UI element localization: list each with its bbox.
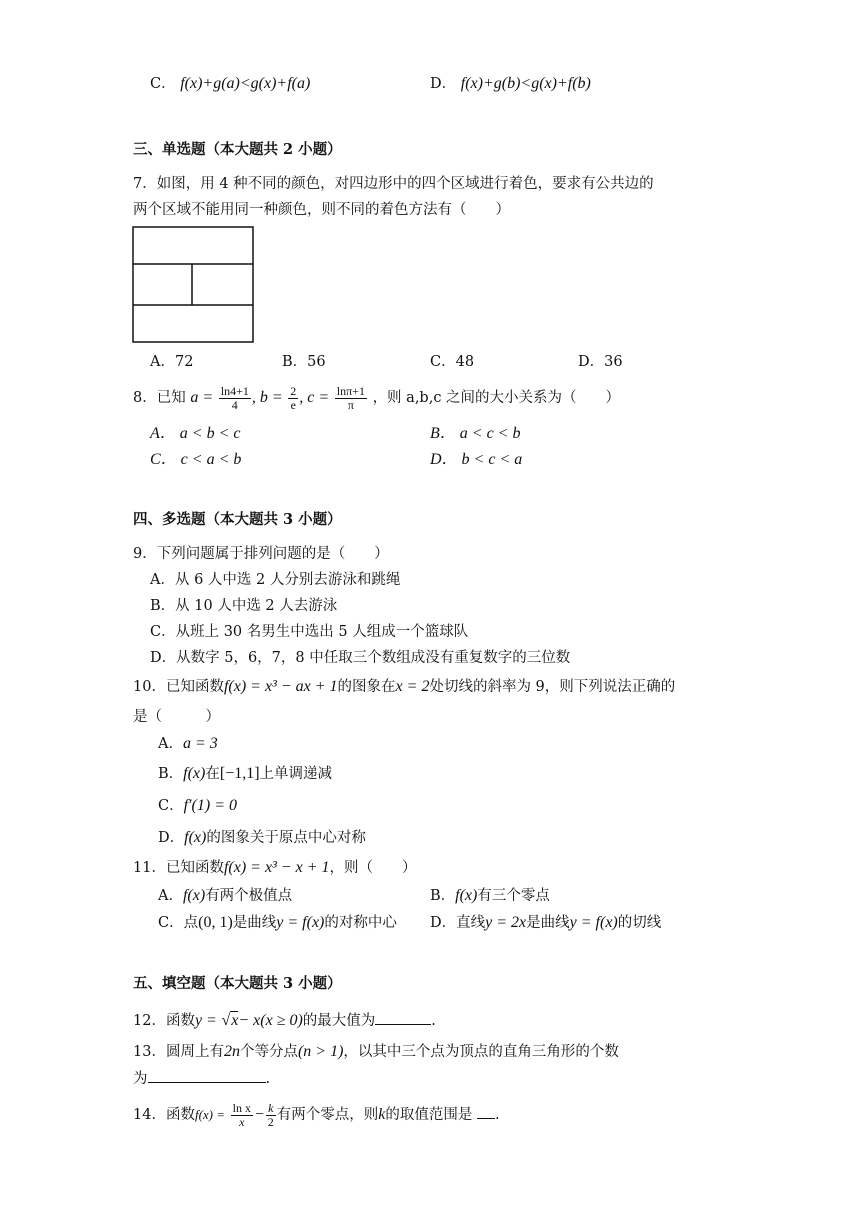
q10-stem-line2: 是（ ） [133,709,220,725]
q10-option-b: B．f(x)在[−1,1]上单调递减 [158,765,333,782]
q14-stem: 14．函数f(x) = $\frac{\text{ln x}}{x}$ − $\frac{k}{2}$ 有两个零点，则k的取值范围是 . [133,1100,500,1129]
q10-stem-line1: 10．已知函数f(x) = x³ − ax + 1的图象在x = 2处切线的斜率为 9，则下列说法正确的 [133,678,676,695]
option-c-expr: f(x)+g(a)<g(x)+f(a) [180,75,311,92]
option-d-expr: f(x)+g(b)<g(x)+f(b) [460,75,591,92]
q7-stem-line1: 7．如图，用 4 种不同的颜色，对四边形中的四个区域进行着色，要求有公共边的 [133,176,654,192]
q11-option-a: A．f(x)有两个极值点 [158,887,293,904]
q11-stem: 11．已知函数f(x) = x³ − x + 1，则（ ） [133,859,417,876]
q11-option-c: C．点(0, 1)是曲线y = f(x)的对称中心 [158,914,397,931]
section-heading-multiple-choice: 四、多选题（本大题共 3 小题） [133,511,342,528]
q8-option-a: A． a < b < c [150,425,241,442]
q14-answer-blank[interactable] [477,1104,495,1119]
q7-stem-line2: 两个区域不能用同一种颜色，则不同的着色方法有（ ） [133,202,510,218]
q8-fraction-c: $\frac{\ln\pi+1}{\pi}$ [336,383,365,412]
option-d: D． f(x)+g(b)<g(x)+f(b) [430,75,591,92]
q8-option-b: B． a < c < b [430,425,521,442]
q9-option-b: B．从 10 人中选 2 人去游泳 [150,598,338,614]
q12-answer-blank[interactable] [375,1010,431,1025]
section-heading-single-choice: 三、单选题（本大题共 2 小题） [133,141,342,158]
option-c: C． f(x)+g(a)<g(x)+f(a) [150,75,311,92]
q10-option-c: C．f′(1) = 0 [158,797,238,814]
q8-fraction-a: $\frac{\ln 4+1}{4}$ [220,383,249,412]
q13-stem-line2: 为 . [133,1068,270,1089]
q8-stem: 8．已知 a = $\frac{\ln 4+1}{4}$ , b = $\frac{2}{e}$ , c = $\frac{\ln\pi+1}{\pi}$ ，则 a,b,c 之间的大小关系为（ ） [133,383,621,412]
q7-option-a: A．72 [150,354,194,370]
q14-fraction-k: $\frac{k}{2}$ [267,1100,274,1129]
q8-fraction-b: $\frac{2}{e}$ [290,383,297,412]
q14-fraction-lnx: $\frac{\text{ln x}}{x}$ [232,1100,251,1129]
q9-option-a: A．从 6 人中选 2 人分别去游泳和跳绳 [150,572,401,588]
figure-outer-border [133,227,253,342]
q7-option-b: B．56 [282,354,326,370]
q10-option-a: A．a = 3 [158,735,218,752]
q13-answer-blank[interactable] [148,1068,266,1083]
q8-option-d: D． b < c < a [430,451,523,468]
q9-stem: 9．下列问题属于排列问题的是（ ） [133,546,389,562]
q8-option-c: C． c < a < b [150,451,242,468]
q12-stem: 12．函数y = √x− x(x ≥ 0)的最大值为 . [133,1012,436,1029]
q7-option-c: C．48 [430,354,475,370]
section-heading-fill-in: 五、填空题（本大题共 3 小题） [133,975,342,992]
q11-option-b: B．f(x)有三个零点 [430,887,550,904]
q9-option-d: D．从数字 5，6，7，8 中任取三个数组成没有重复数字的三位数 [150,650,571,666]
q7-option-d: D．36 [578,354,623,370]
q9-option-c: C．从班上 30 名男生中选出 5 人组成一个篮球队 [150,624,469,640]
q10-option-d: D．f(x)的图象关于原点中心对称 [158,829,366,846]
quadrilateral-region-figure [132,226,254,344]
q13-stem-line1: 13．圆周上有2n个等分点(n > 1)，以其中三个点为顶点的直角三角形的个数 [133,1043,619,1060]
q11-option-d: D．直线y = 2x是曲线y = f(x)的切线 [430,914,662,931]
